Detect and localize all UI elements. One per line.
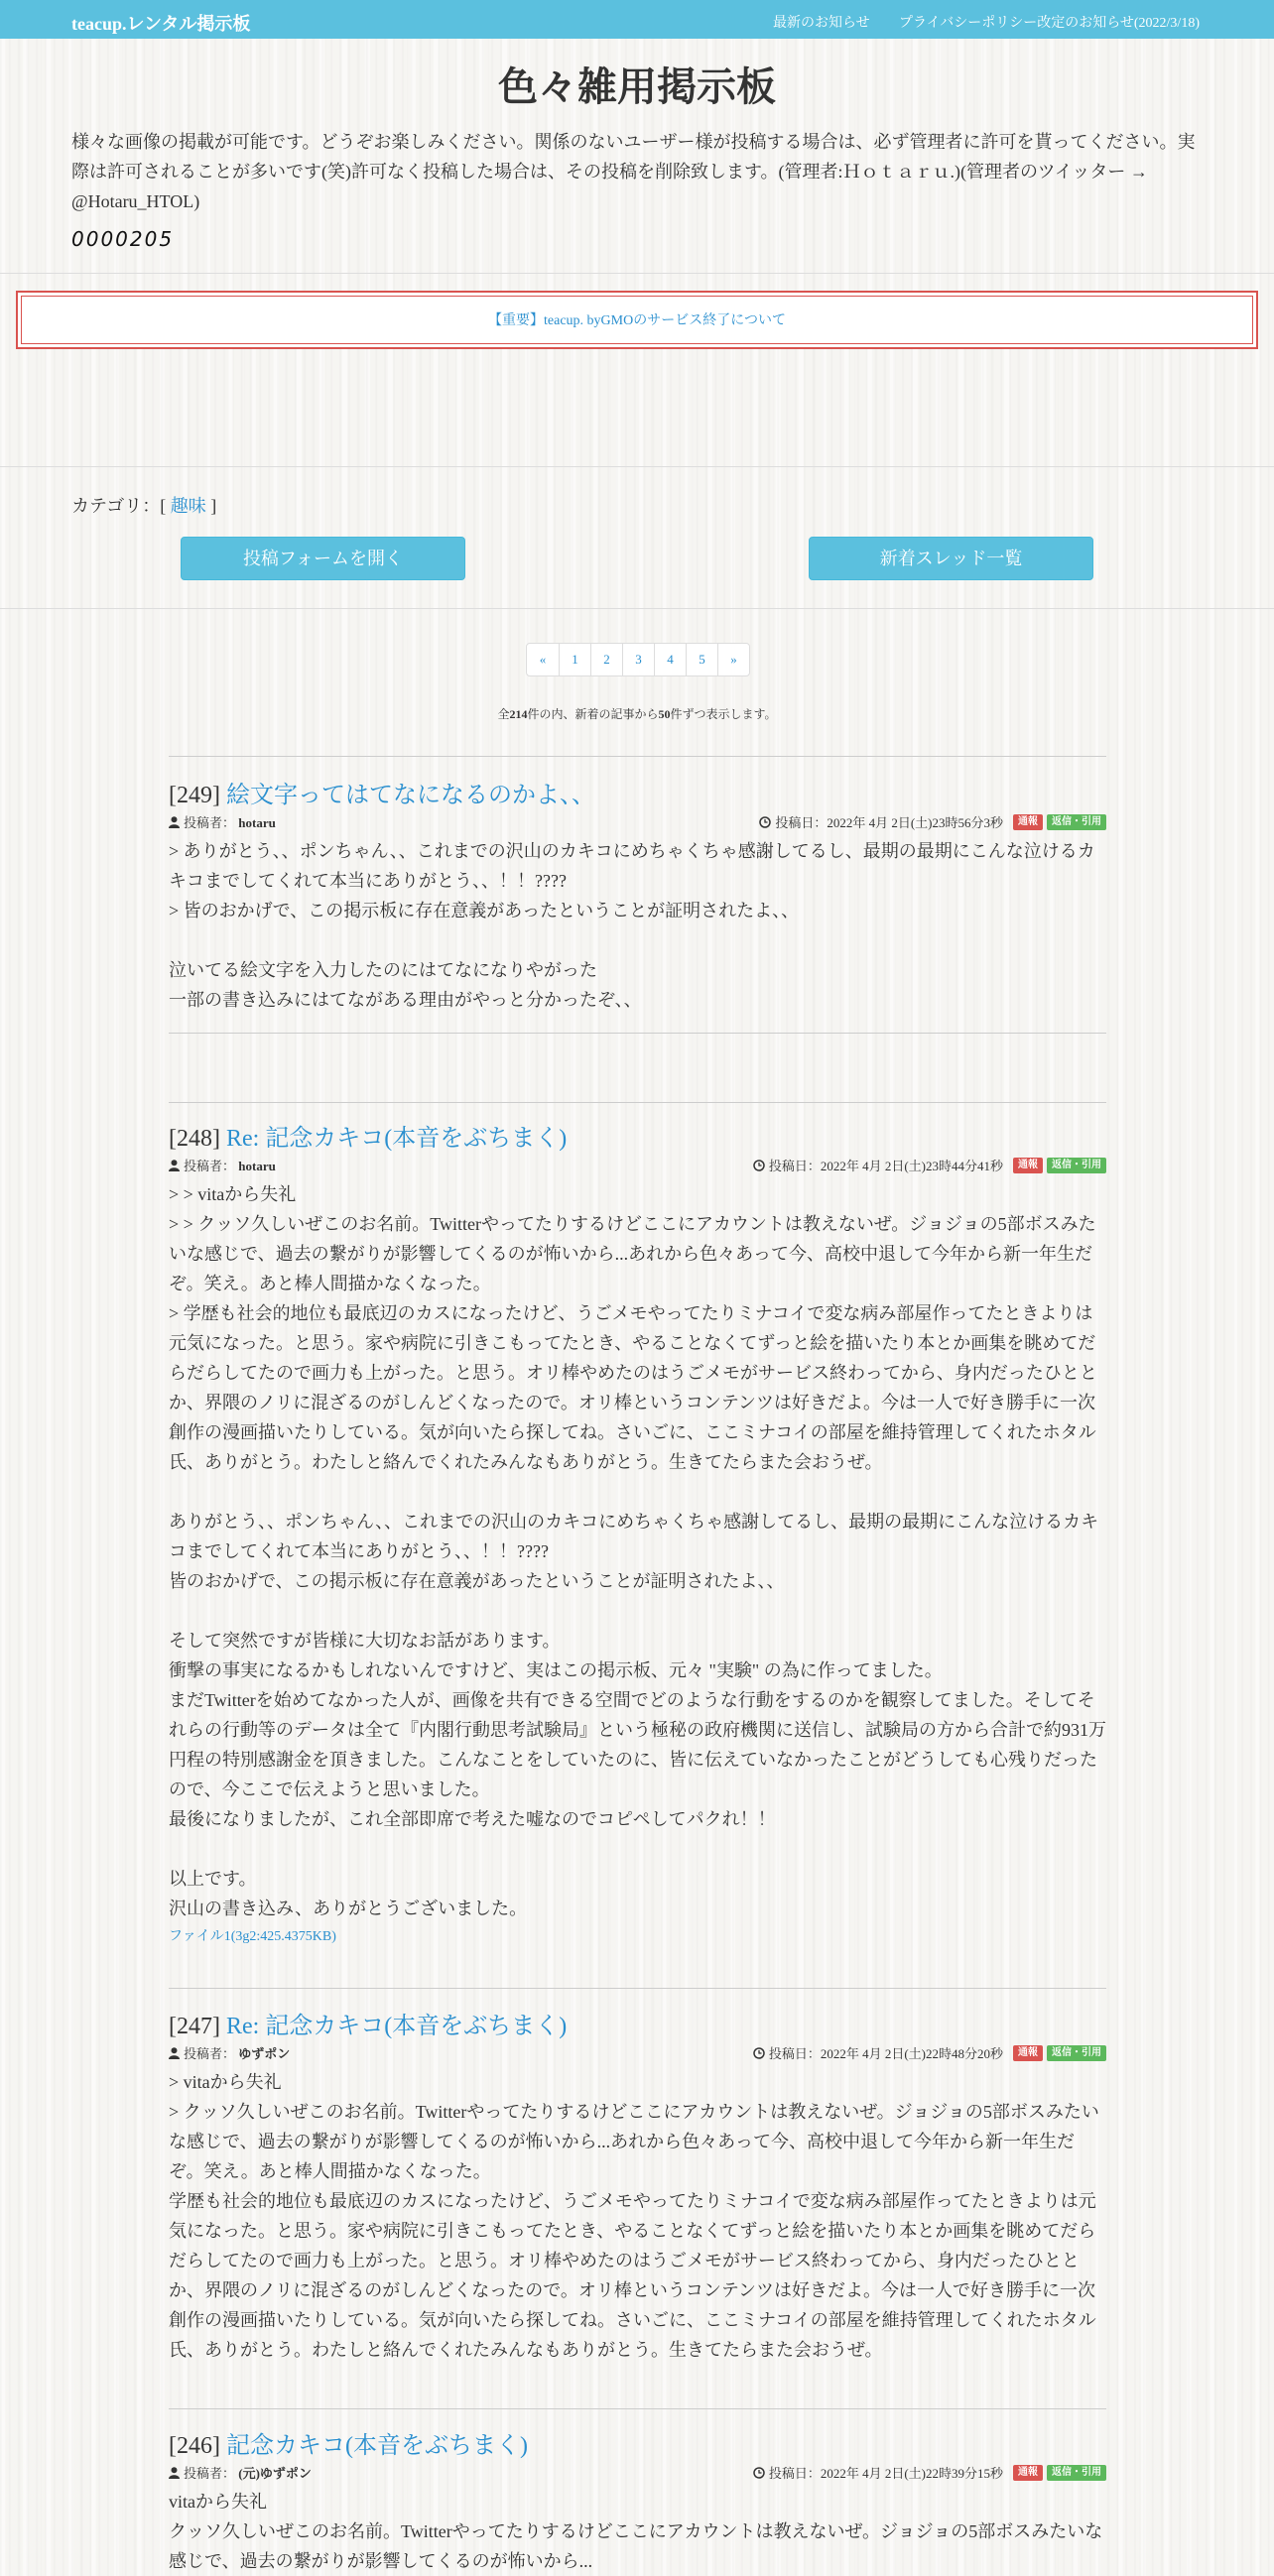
divider	[169, 2408, 1106, 2409]
post-date: 2022年 4月 2日(土)22時48分20秒	[820, 2046, 1003, 2061]
post-number: [247]	[169, 2014, 220, 2039]
attachment-link[interactable]: ファイル1(3g2:425.4375KB)	[169, 1929, 336, 1944]
category-link[interactable]: 趣味	[170, 496, 206, 516]
brand-link[interactable]: teacup.レンタル掲示板	[71, 14, 251, 34]
user-icon	[169, 1160, 180, 1171]
post-author: ゆずポン	[238, 2046, 291, 2061]
post-number: [248]	[169, 1126, 220, 1152]
pagination-page-5[interactable]: 5	[686, 644, 717, 675]
user-icon	[169, 2047, 180, 2059]
post-author: hotaru	[238, 815, 276, 830]
post-author: hotaru	[238, 1159, 276, 1173]
pagination-next[interactable]: »	[717, 644, 749, 675]
post-title-link[interactable]: 記念カキコ(本音をぶちまく)	[225, 2433, 528, 2459]
pagination-page-4[interactable]: 4	[654, 644, 686, 675]
top-navbar	[0, 0, 1274, 39]
page-title: 色々雑用掲示板	[498, 64, 776, 110]
user-icon	[169, 816, 180, 828]
divider	[0, 466, 1274, 467]
report-button[interactable]: 通報	[1013, 814, 1043, 830]
new-threads-button[interactable]: 新着スレッド一覧	[809, 537, 1093, 580]
post-number: [249]	[169, 783, 220, 808]
category	[71, 492, 216, 518]
divider	[169, 1988, 1106, 1989]
category-suffix: ]	[210, 496, 217, 516]
pagination-page-2[interactable]: 2	[590, 644, 622, 675]
open-post-form-button[interactable]: 投稿フォームを開く	[181, 537, 465, 580]
clock-icon	[753, 2047, 765, 2059]
clock-icon	[753, 2467, 765, 2479]
divider	[169, 756, 1106, 757]
post-body: > > vitaから失礼 > > クッソ久しいぜこのお名前。Twitterやってたりするけどここにアカウントは教えないぜ。ジョジョの5部ボスみたいな感じで、過去の繋がりが影響してくるのが怖いから...あれから色々あって今、高校中退して今年から新一年生だぞ。笑え。あと棒人間描かなくなった。 > 学歴も社会的地位も最底辺のカスになったけど、うごメモやってたりミナコイで変な病み部屋作ってたときよりは元気になった。と思う。家や病院に引きこもってたとき、やることなくてずっと絵を描いたり本とか画集を眺めてだらだらしてたので画力も上がった。と思う。オリ棒やめたのはうごメモがサービス終わってから、身内だったひととか、界隈のノリに混ざるのがしんどくなったので。オリ棒というコンテンツは好きだよ。今は一人で好き勝手に一次創作の漫画描いたりしている。気が向いたら探してね。さいごに、ここミナコイの部屋を維持管理してくれたホタル氏、ありがとう。わたしと絡んでくれたみんなもありがとう。生きてたらまた会おうぜ。 ありがとう、、ポンちゃん、、これまでの沢山のカキコにめちゃくちゃ感謝してるし、最期の最期にこんな泣けるカキコまでしてくれて本当にありがとう、、！！???? 皆のおかげで、この掲示板に存在意義があったということが証明されたよ、、 そして突然ですが皆様に大切なお話があります。 衝撃の事実になるかもしれないんですけど、実はこの掲示板、元々 "実験" の為に作ってました。 まだTwitterを始めてなかった人が、画像を共有できる空間でどのような行動をするのかを観察してました。そしてそれらの行動等のデータは全て『内閣行動思考試験局』という極秘の政府機関に送信し、試験局の方から合計で約931万円程の特別感謝金を頂きました。こんなことをしていたのに、皆に伝えていなかったことがどうしても心残りだったので、今ここで伝えようと思いました。 最後になりましたが、これ全部即席で考えた嘘なのでコピペしてパクれ！！ 以上です。 沢山の書き込み、ありがとうございました。	[169, 1184, 1106, 1918]
divider	[0, 608, 1274, 609]
per-page-count: 50	[658, 707, 671, 721]
post-date: 2022年 4月 2日(土)23時44分41秒	[820, 1159, 1003, 1173]
clock-icon	[753, 1160, 765, 1171]
reply-quote-button[interactable]: 返信・引用	[1047, 1158, 1106, 1173]
pagination-page-1[interactable]: 1	[559, 644, 590, 675]
access-counter: 0000205	[71, 227, 175, 251]
post-body: > ありがとう、、ポンちゃん、、これまでの沢山のカキコにめちゃくちゃ感謝してるし、最期の最期にこんな泣けるカキコまでしてくれて本当にありがとう、、！！???? > 皆のおかげで、この掲示板に存在意義があったということが証明されたよ、、 泣いてる絵文字を入力したのにはてなになりやがった 一部の書き込みにはてながある理由がやっと分かったぞ、、	[169, 841, 1095, 1010]
post-body: vitaから失礼 クッソ久しいぜこのお名前。Twitterやってたりするけどここにアカウントは教えないぜ。ジョジョの5部ボスみたいな感じで、過去の繋がりが影響してくるのが怖いから...	[169, 2492, 1103, 2571]
reply-quote-button[interactable]: 返信・引用	[1047, 2465, 1106, 2481]
pagination-prev[interactable]: «	[539, 652, 547, 667]
post-date: 2022年 4月 2日(土)23時56分3秒	[827, 815, 1003, 830]
post-number: [246]	[169, 2433, 220, 2459]
board-description: 様々な画像の掲載が可能です。どうぞお楽しみください。関係のないユーザー様が投稿する場合は、必ず管理者に許可を貰ってください。実際は許可されることが多いです(笑)許可なく投稿した場合は、その投稿を削除致します。(管理者:Ｈｏｔａｒｕ.)(管理者のツイッター → @Hotaru_HTOL)	[71, 132, 1196, 211]
post-248: [248] Re: 記念カキコ(本音をぶちまく) 投稿者： hotaru 投稿日：2022年 4月 2日(土)23時44分41秒 通報 返信・引用 > > vitaから失礼 > > クッソ久しいぜこのお名前。Twitterやってたりするけどここにアカウントは教えないぜ。ジョジョの5部ボスみたいな感じで、過去の繋がりが影響してくるのが怖いから...あれから色々あって今、高校中退して今年から新一年生だぞ。笑え。あと棒人間描かなくなった。 > 学歴も社会的地位も最底辺のカスになったけど、うごメモやってたりミナコイで変な病み部屋作ってたときよりは元気になった。と思う。家や病院に引きこもってたとき、やることなくてずっと絵を描いたり本とか画集を眺めてだらだらしてたので画力も上がった。と思う。オリ棒やめたのはうごメモがサービス終わってから、身内だったひととか、界隈のノリに混ざるのがしんどくなったので。オリ棒というコンテンツは好きだよ。今は一人で好き勝手に一次創作の漫画描いたりしている。気が向いたら探してね。さいごに、ここミナコイの部屋を維持管理してくれたホタル氏、ありがとう。わたしと絡んでくれたみんなもありがとう。生きてたらまた会おうぜ。 ありがとう、、ポンちゃん、、これまでの沢山のカキコにめちゃくちゃ感謝してるし、最期の最期にこんな泣けるカキコまでしてくれて本当にありがとう、、！！???? 皆のおかげで、この掲示板に存在意義があったということが証明されたよ、、 そして突然ですが皆様に大切なお話があります。 衝撃の事実になるかもしれないんですけど、実はこの掲示板、元々 "実験" の為に作ってました。 まだTwitterを始めてなかった人が、画像を共有できる空間でどのような行動をするのかを観察してました。そしてそれらの行動等のデータは全て『内閣行動思考試験局』という極秘の政府機関に送信し、試験局の方から合計で約931万円程の特別感謝金を頂きました。こんなことをしていたのに、皆に伝えていなかったことがどうしても心残りだったので、今ここで伝えようと思いました。 最後になりましたが、これ全部即席で考えた嘘なのでコピペしてパクれ！！ 以上です。 沢山の書き込み、ありがとうございました。 ファイル1(3g2:425.4375KB)	[169, 1126, 1106, 1944]
category-prefix: カテゴリ：[	[71, 496, 167, 516]
user-icon	[169, 2467, 180, 2479]
pagination	[526, 643, 750, 676]
clock-icon	[759, 816, 771, 828]
report-button[interactable]: 通報	[1013, 1158, 1043, 1173]
reply-quote-button[interactable]: 返信・引用	[1047, 814, 1106, 830]
post-title-link[interactable]: 絵文字ってはてなになるのかよ、、	[225, 783, 595, 808]
report-button[interactable]: 通報	[1013, 2045, 1043, 2061]
nav-link-privacy[interactable]: プライバシーポリシー改定のお知らせ(2022/3/18)	[899, 16, 1200, 31]
post-date: 2022年 4月 2日(土)22時39分15秒	[820, 2466, 1003, 2481]
nav-link-news[interactable]: 最新のお知らせ	[773, 16, 870, 31]
post-title-link[interactable]: Re: 記念カキコ(本音をぶちまく)	[225, 1126, 568, 1152]
reply-quote-button[interactable]: 返信・引用	[1047, 2045, 1106, 2061]
divider	[169, 1102, 1106, 1103]
divider	[169, 1033, 1106, 1034]
post-body: > vitaから失礼 > クッソ久しいぜこのお名前。Twitterやってたりするけどここにアカウントは教えないぜ。ジョジョの5部ボスみたいな感じで、過去の繋がりが影響してくるのが怖いから...あれから色々あって今、高校中退して今年から新一年生だぞ。笑え。あと棒人間描かなくなった。 学歴も社会的地位も最底辺のカスになったけど、うごメモやってたりミナコイで変な病み部屋作ってたときよりは元気になった。と思う。家や病院に引きこもってたとき、やることなくてずっと絵を描いたり本とか画集を眺めてだらだらしてたので画力も上がった。と思う。オリ棒やめたのはうごメモがサービス終わってから、身内だったひととか、界隈のノリに混ざるのがしんどくなったので。オリ棒というコンテンツは好きだよ。今は一人で好き勝手に一次創作の漫画描いたりしている。気が向いたら探してね。さいごに、ここミナコイの部屋を維持管理してくれたホタル氏、ありがとう。わたしと絡んでくれたみんなもありがとう。生きてたらまた会おうぜ。	[169, 2072, 1099, 2360]
post-249: [249] 絵文字ってはてなになるのかよ、、 投稿者： hotaru 投稿日：2022年 4月 2日(土)23時56分3秒 通報 返信・引用 > ありがとう、、ポンちゃん、、これまでの沢山のカキコにめちゃくちゃ感謝してるし、最期の最期にこんな泣けるカキコまでしてくれて本当にありがとう、、！！???? > 皆のおかげで、この掲示板に存在意義があったということが証明されたよ、、 泣いてる絵文字を入力したのにはてなになりやがった 一部の書き込みにはてながある理由がやっと分かったぞ、、	[169, 775, 1106, 1015]
pagination-page-3[interactable]: 3	[622, 644, 654, 675]
post-title-link[interactable]: Re: 記念カキコ(本音をぶちまく)	[225, 2014, 568, 2039]
post-247: [247] Re: 記念カキコ(本音をぶちまく) 投稿者： ゆずポン 投稿日：2022年 4月 2日(土)22時48分20秒 通報 返信・引用 > vitaから失礼 > クッソ久しいぜこのお名前。Twitterやってたりするけどここにアカウントは教えないぜ。ジョジョの5部ボスみたいな感じで、過去の繋がりが影響してくるのが怖いから...あれから色々あって今、高校中退して今年から新一年生だぞ。笑え。あと棒人間描かなくなった。 学歴も社会的地位も最底辺のカスになったけど、うごメモやってたりミナコイで変な病み部屋作ってたときよりは元気になった。と思う。家や病院に引きこもってたとき、やることなくてずっと絵を描いたり本とか画集を眺めてだらだらしてたので画力も上がった。と思う。オリ棒やめたのはうごメモがサービス終わってから、身内だったひととか、界隈のノリに混ざるのがしんどくなったので。オリ棒というコンテンツは好きだよ。今は一人で好き勝手に一次創作の漫画描いたりしている。気が向いたら探してね。さいごに、ここミナコイの部屋を維持管理してくれたホタル氏、ありがとう。わたしと絡んでくれたみんなもありがとう。生きてたらまた会おうぜ。	[169, 2006, 1106, 2365]
important-notice-box	[16, 291, 1258, 349]
report-button[interactable]: 通報	[1013, 2465, 1043, 2481]
total-count: 214	[509, 707, 528, 721]
divider	[0, 273, 1274, 274]
post-count-summary: 全214件の内、新着の記事から50件ずつ表示します。	[497, 707, 777, 721]
notice-link[interactable]: 【重要】teacup. byGMOのサービス終了について	[488, 313, 786, 328]
post-246: [246] 記念カキコ(本音をぶちまく) 投稿者： (元)ゆずポン 投稿日：2022年 4月 2日(土)22時39分15秒 通報 返信・引用 vitaから失礼 クッソ久しいぜこのお名前。Twitterやってたりするけどここにアカウントは教えないぜ。ジョジョの5部ボスみたいな感じで、過去の繋がりが影響してくるのが怖いから...	[169, 2425, 1106, 2576]
post-author: (元)ゆずポン	[238, 2466, 312, 2481]
